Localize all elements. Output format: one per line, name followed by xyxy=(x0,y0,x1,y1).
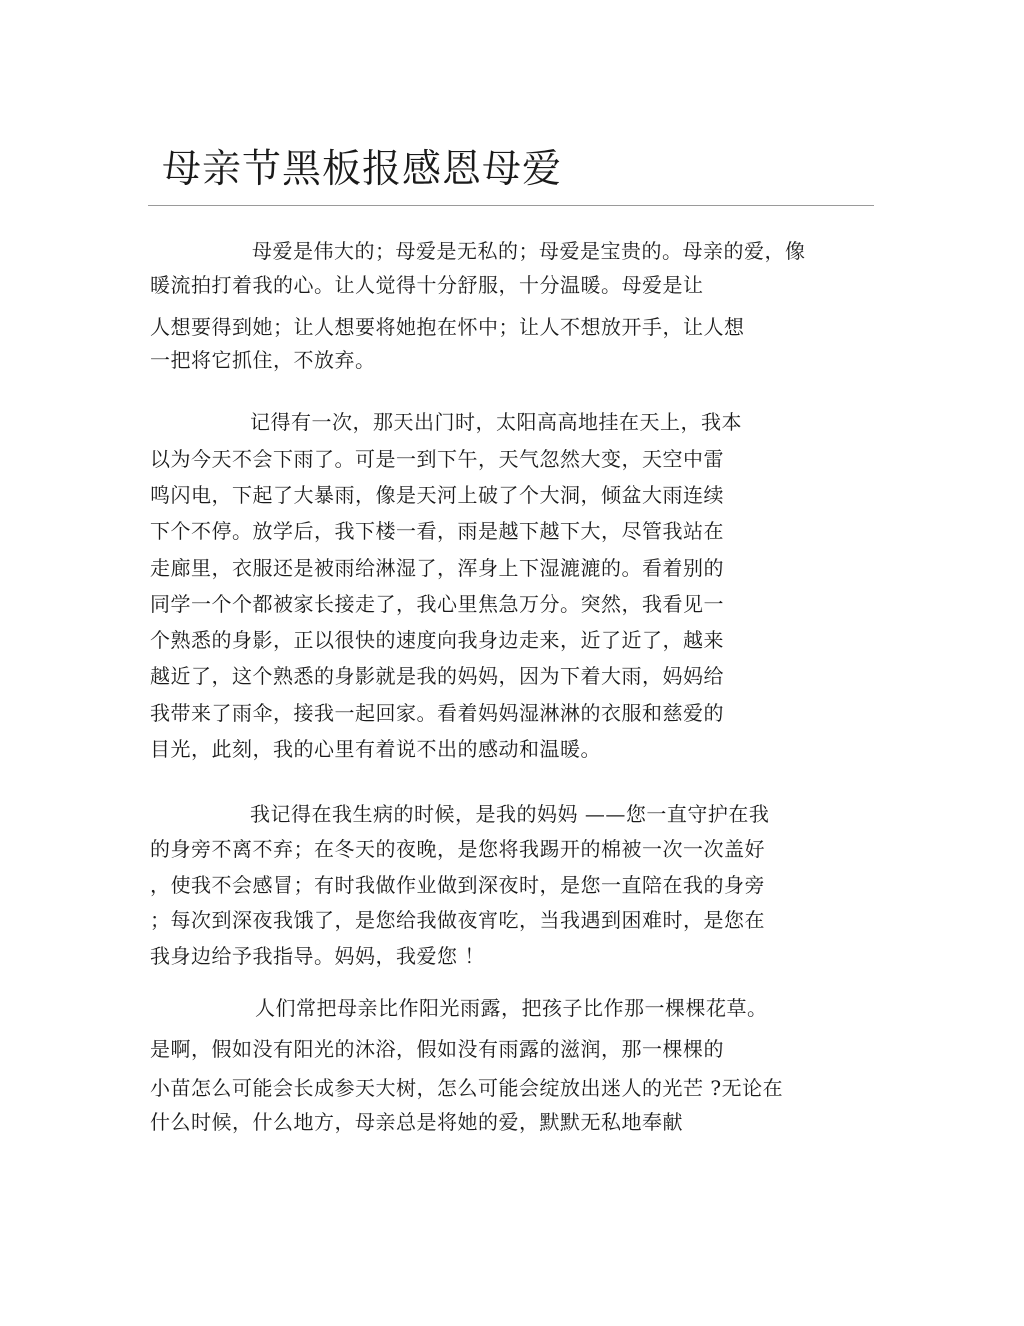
paragraph-2-line-2: 以为今天不会下雨了。可是一到下午，天气忽然大变，天空中雷 xyxy=(150,447,724,471)
paragraph-2-line-4: 下个不停。放学后，我下楼一看，雨是越下越下大，尽管我站在 xyxy=(150,519,724,543)
paragraph-1-line-3: 人想要得到她；让人想要将她抱在怀中；让人不想放开手，让人想 xyxy=(150,315,745,339)
paragraph-2-line-8: 越近了，这个熟悉的身影就是我的妈妈，因为下着大雨，妈妈给 xyxy=(150,664,724,688)
title-divider xyxy=(148,205,874,206)
paragraph-2-line-9: 我带来了雨伞，接我一起回家。看着妈妈湿淋淋的衣服和慈爱的 xyxy=(150,701,724,725)
paragraph-3-line-5: 我身边给予我指导。妈妈，我爱您 ！ xyxy=(150,944,485,968)
paragraph-4-line-3: 小苗怎么可能会长成参天大树，怎么可能会绽放出迷人的光芒 ?无论在 xyxy=(150,1076,784,1100)
paragraph-2-line-7: 个熟悉的身影，正以很快的速度向我身边走来，近了近了，越来 xyxy=(150,628,724,652)
paragraph-3-line-3: ，使我不会感冒；有时我做作业做到深夜时，是您一直陪在我的身旁 xyxy=(150,873,765,897)
paragraph-4-line-1: 人们常把母亲比作阳光雨露，把孩子比作那一棵棵花草。 xyxy=(255,996,768,1020)
paragraph-2-line-5: 走廊里，衣服还是被雨给淋湿了，浑身上下湿漉漉的。看着别的 xyxy=(150,556,724,580)
paragraph-4-line-4: 什么时候，什么地方，母亲总是将她的爱，默默无私地奉献 xyxy=(150,1110,683,1134)
paragraph-2-line-6: 同学一个个都被家长接走了，我心里焦急万分。突然，我看见一 xyxy=(150,592,724,616)
paragraph-4-line-2: 是啊，假如没有阳光的沐浴，假如没有雨露的滋润，那一棵棵的 xyxy=(150,1037,724,1061)
paragraph-3-line-4: ；每次到深夜我饿了，是您给我做夜宵吃，当我遇到困难时，是您在 xyxy=(150,908,765,932)
paragraph-1-line-1: 母爱是伟大的；母爱是无私的；母爱是宝贵的。母亲的爱，像 xyxy=(252,239,806,263)
paragraph-2-line-1: 记得有一次，那天出门时，太阳高高地挂在天上，我本 xyxy=(250,410,742,434)
paragraph-1-line-4: 一把将它抓住，不放弃。 xyxy=(150,348,376,372)
paragraph-2-line-3: 鸣闪电，下起了大暴雨，像是天河上破了个大洞，倾盆大雨连续 xyxy=(150,483,724,507)
paragraph-2-line-10: 目光，此刻，我的心里有着说不出的感动和温暖。 xyxy=(150,737,601,761)
document-title: 母亲节黑板报感恩母爱 xyxy=(162,147,563,192)
paragraph-3-line-1: 我记得在我生病的时候，是我的妈妈 ——您一直守护在我 xyxy=(250,802,770,826)
paragraph-1-line-2: 暖流拍打着我的心。让人觉得十分舒服，十分温暖。母爱是让 xyxy=(150,273,704,297)
paragraph-3-line-2: 的身旁不离不弃；在冬天的夜晚，是您将我踢开的棉被一次一次盖好 xyxy=(150,837,765,861)
